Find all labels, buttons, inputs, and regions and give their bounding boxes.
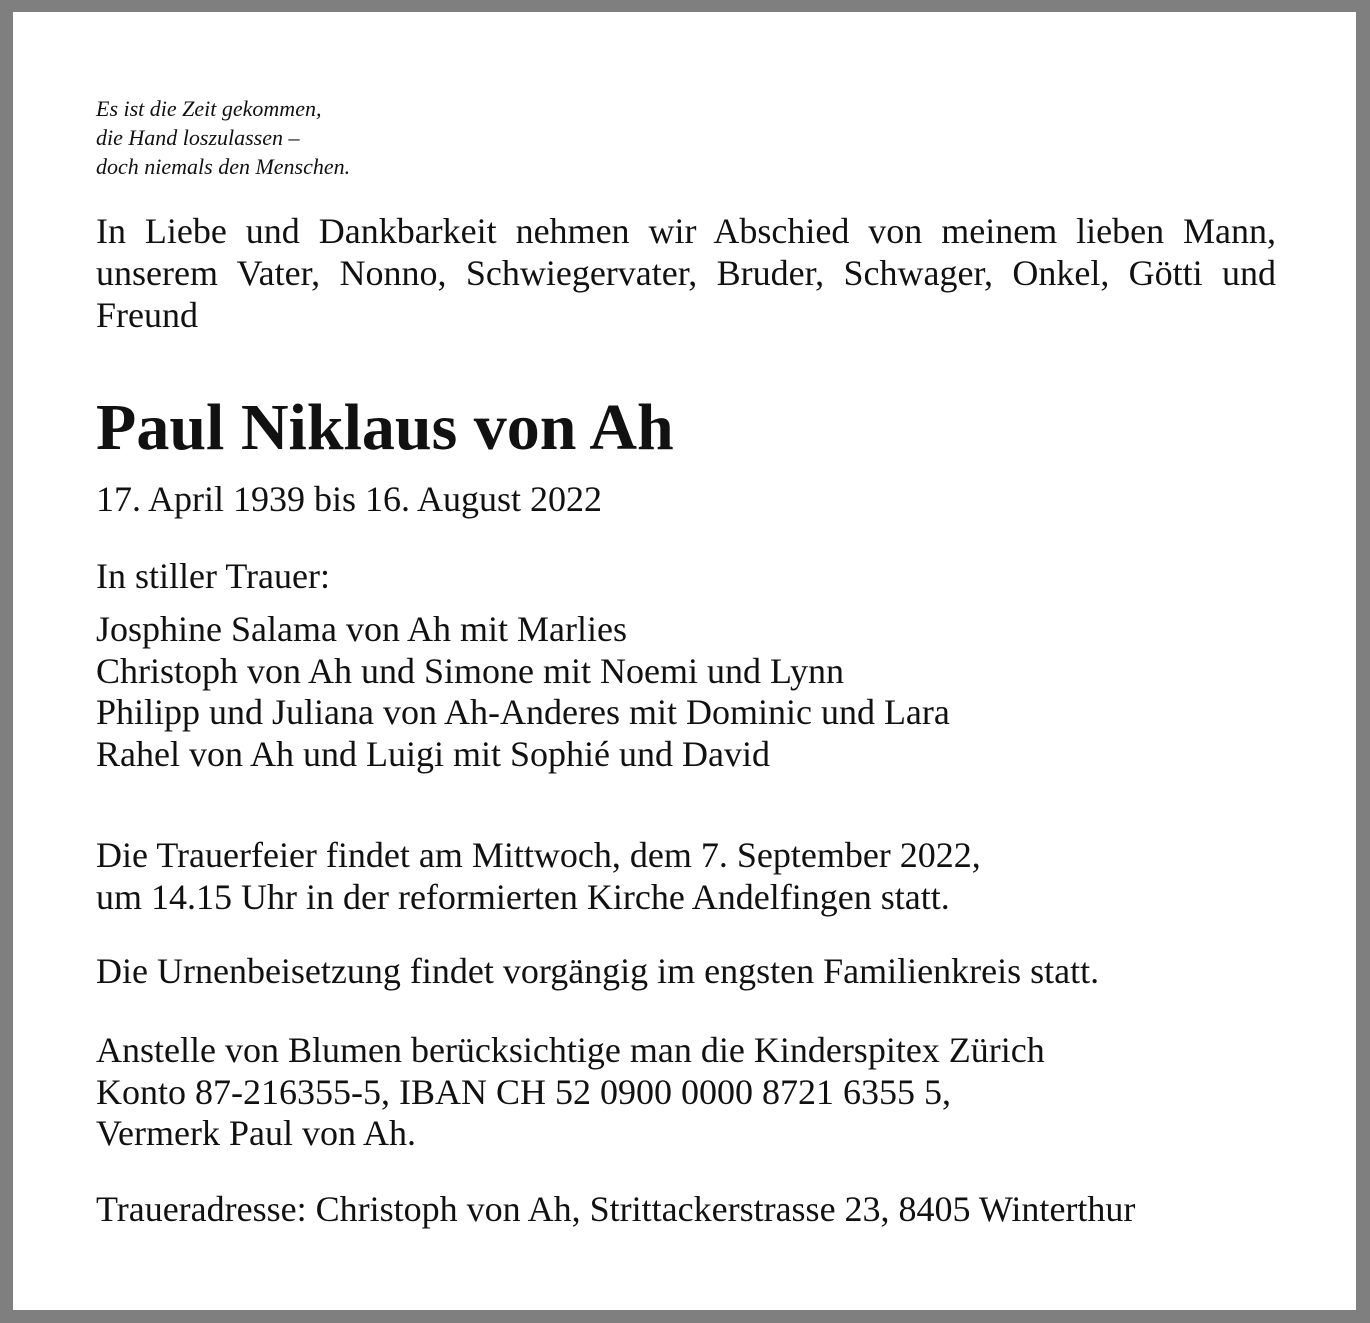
donation-line: Anstelle von Blumen berücksichtige man die Kinderspitex Zürich	[96, 1030, 1045, 1070]
ceremony-line: Die Trauerfeier findet am Mittwoch, dem 7. September 2022,	[96, 835, 981, 875]
ceremony-info	[96, 835, 981, 918]
intro-paragraph: In Liebe und Dankbarkeit nehmen wir Abschied von meinem lieben Mann, unserem Vater, Nonno, Schwiegervater, Bruder, Schwager, Onkel, Götti und Freund	[96, 211, 1276, 335]
quote-line: Es ist die Zeit gekommen,	[96, 96, 322, 121]
mourning-address	[96, 1189, 1135, 1231]
mourners-list	[96, 609, 950, 775]
deceased-name: Paul Niklaus von Ah	[96, 391, 674, 464]
mourner-line: Philipp und Juliana von Ah-Anderes mit Dominic und Lara	[96, 692, 950, 732]
quote-line: doch niemals den Menschen.	[96, 154, 351, 179]
mourner-line: Christoph von Ah und Simone mit Noemi und Lynn	[96, 650, 845, 691]
donation-info	[96, 1030, 1045, 1155]
opening-quote	[96, 94, 350, 181]
obituary-page	[13, 12, 1356, 1310]
address-line: Traueradresse: Christoph von Ah, Strittackerstrasse 23, 8405 Winterthur	[96, 1189, 1136, 1229]
life-dates: 17. April 1939 bis 16. August 2022	[96, 479, 603, 519]
ceremony-line: um 14.15 Uhr in der reformierten Kirche Andelfingen statt.	[96, 876, 950, 917]
burial-line: Die Urnenbeisetzung findet vorgängig im engsten Familienkreis statt.	[96, 951, 1100, 991]
donation-line: Vermerk Paul von Ah.	[96, 1113, 416, 1153]
burial-info	[96, 951, 1099, 993]
donation-line: Konto 87-216355-5, IBAN CH 52 0900 0000 8721 6355 5,	[96, 1071, 951, 1112]
mourners-title: In stiller Trauer:	[96, 556, 330, 596]
quote-line: die Hand loszulassen –	[96, 125, 300, 150]
mourner-line: Josphine Salama von Ah mit Marlies	[96, 609, 627, 649]
mourner-line: Rahel von Ah und Luigi mit Sophié und David	[96, 733, 770, 774]
